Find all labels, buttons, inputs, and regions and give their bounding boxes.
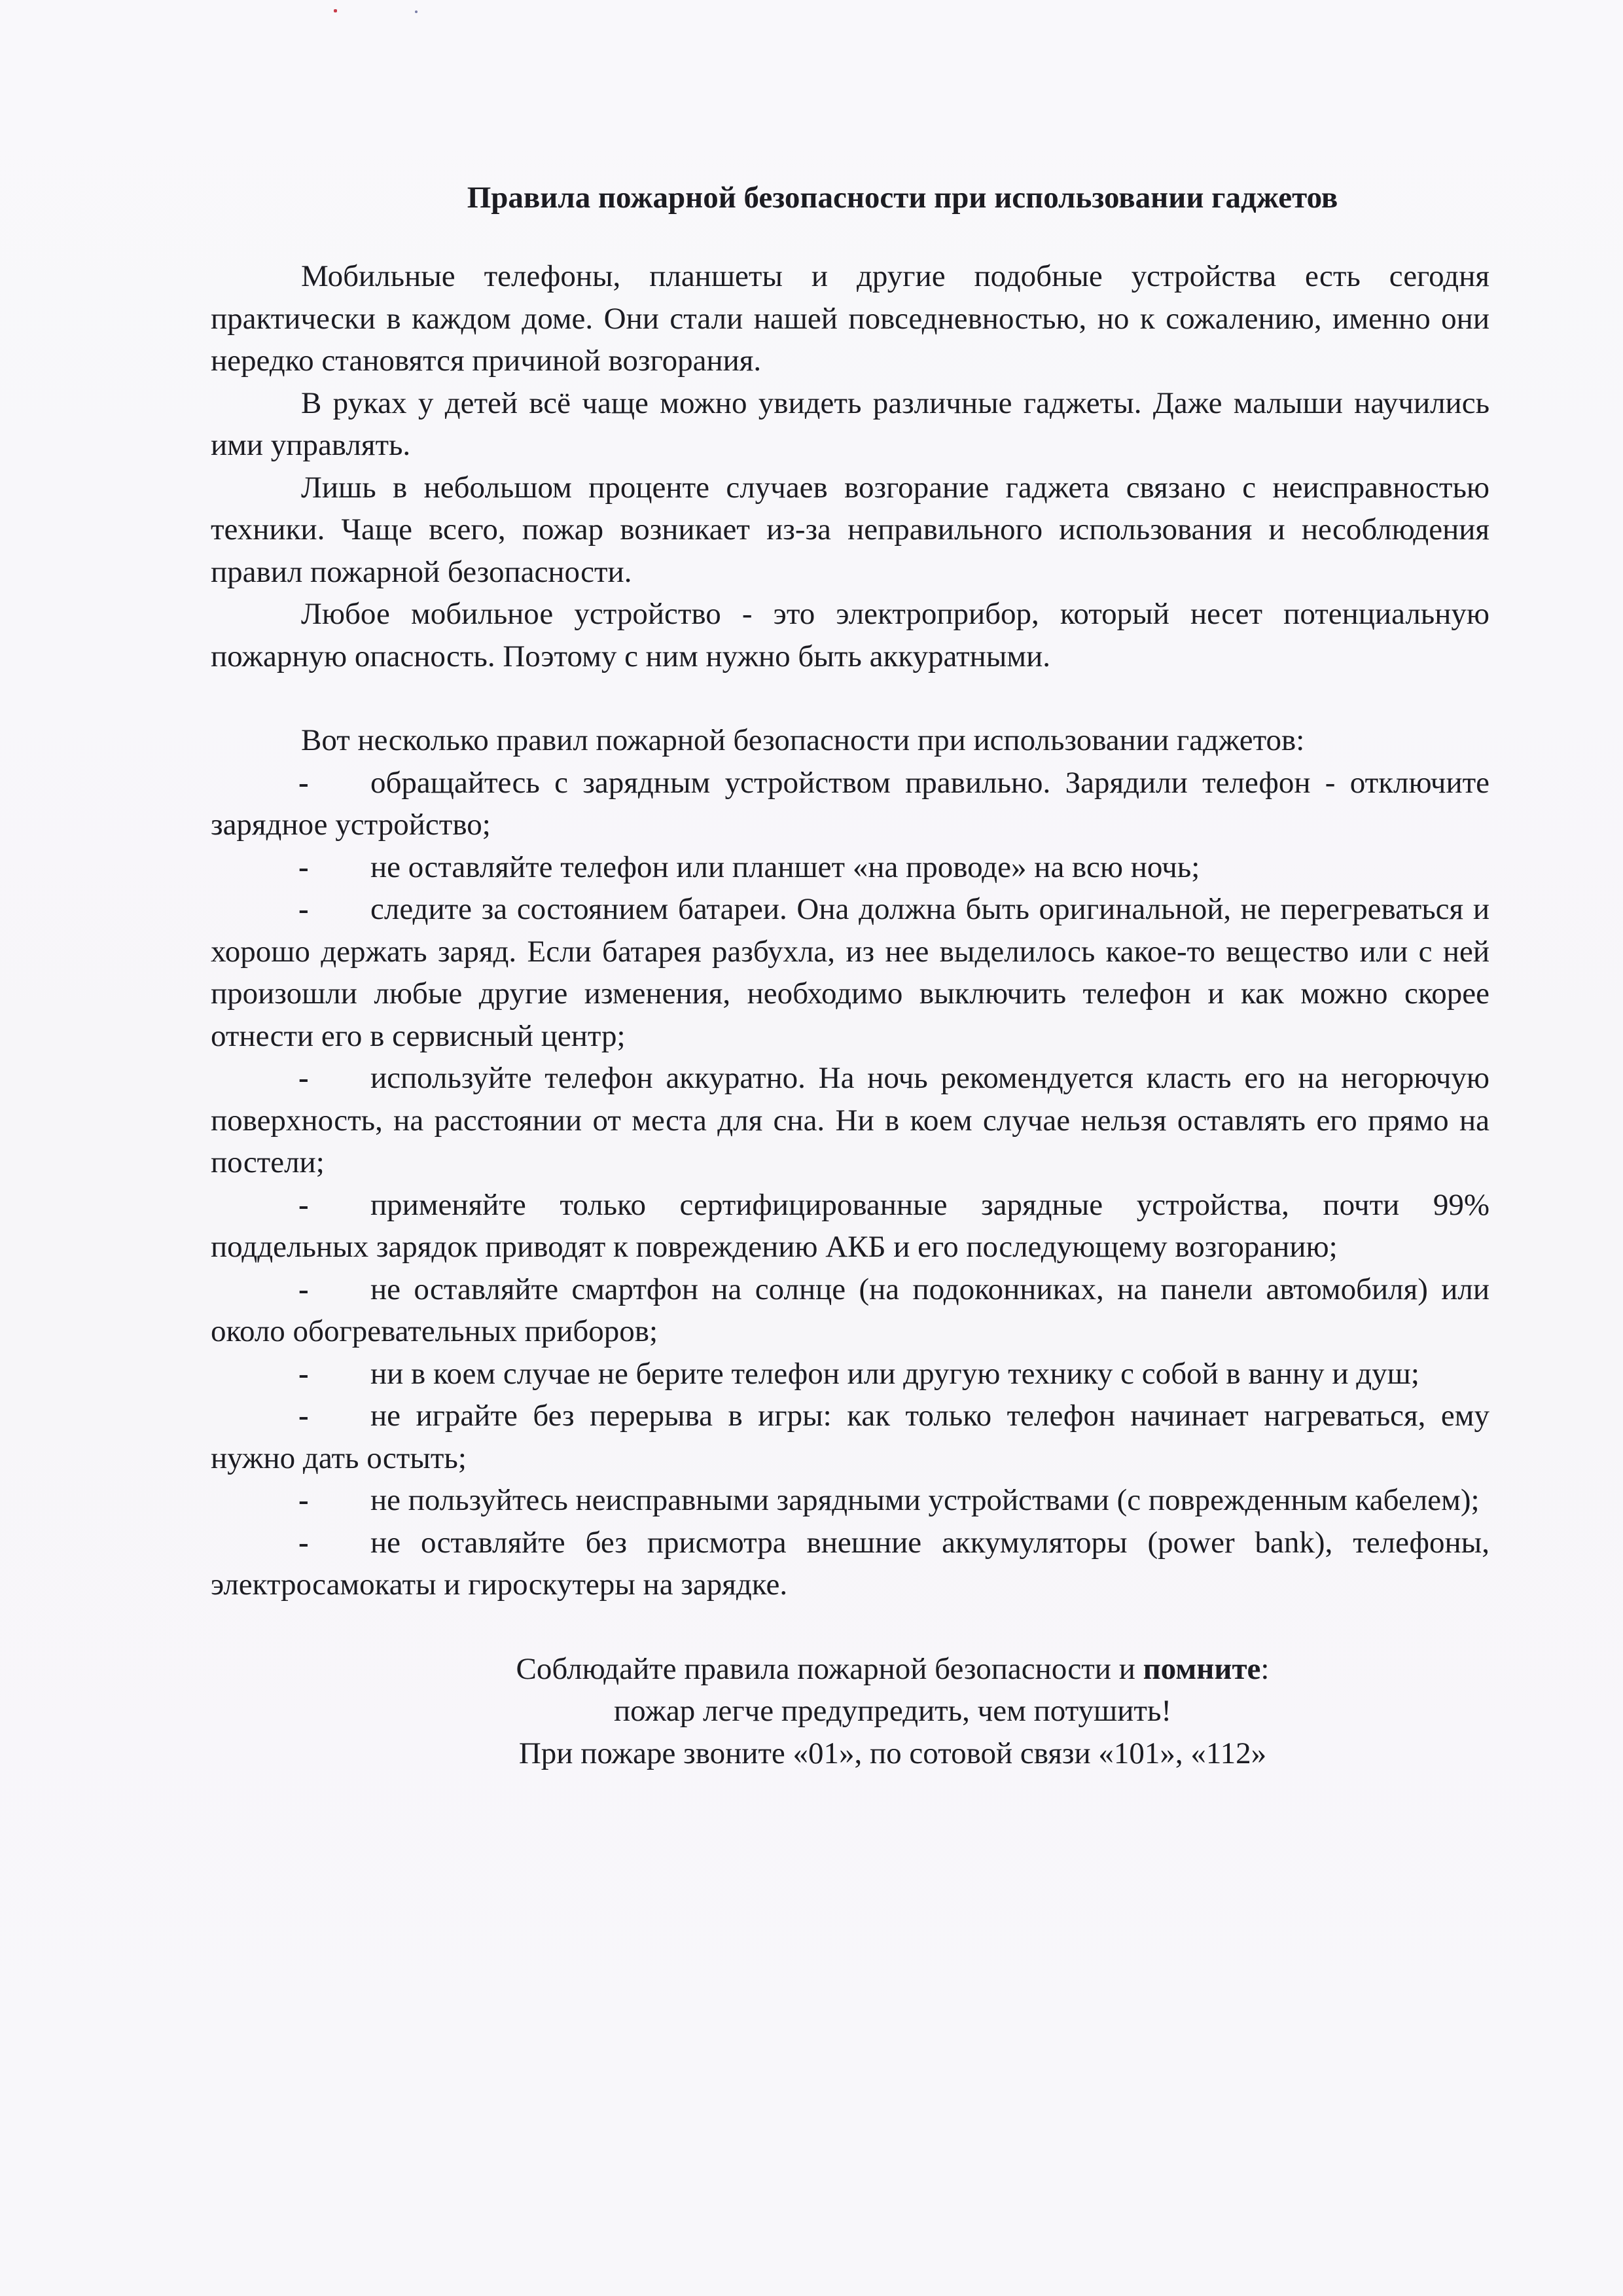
rule-item bbox=[211, 762, 1489, 846]
rule-text: не оставляйте без присмотра внешние аккумуляторы (power bank), телефоны, электросамокаты и гироскутеры на зарядке. bbox=[211, 1525, 1489, 1602]
rule-item bbox=[211, 1184, 1489, 1268]
rule-text: обращайтесь с зарядным устройством правильно. Зарядили телефон - отключите зарядное устройство; bbox=[211, 765, 1489, 842]
closing-text: : bbox=[1260, 1651, 1270, 1686]
bullet-dash: - bbox=[298, 1483, 309, 1517]
intro-paragraph: Лишь в небольшом проценте случаев возгорание гаджета связано с неисправностью техники. Чаще всего, пожар возникает из-за неправильного использования и несоблюдения правил пожарной безопасности. bbox=[211, 470, 1489, 589]
closing-line-2: пожар легче предупредить, чем потушить! bbox=[613, 1694, 1172, 1728]
section-gap bbox=[211, 677, 1489, 719]
document-title: Правила пожарной безопасности при использовании гаджетов bbox=[467, 181, 1338, 215]
rule-item bbox=[211, 1268, 1489, 1353]
rule-text: ни в коем случае не берите телефон или другую технику с собой в ванну и душ; bbox=[370, 1356, 1419, 1391]
intro-paragraph: В руках у детей всё чаще можно увидеть различные гаджеты. Даже малыши научились ими управлять. bbox=[211, 386, 1489, 462]
closing-line-3: При пожаре звоните «01», по сотовой связи «101», «112» bbox=[518, 1736, 1267, 1770]
rule-item bbox=[211, 1479, 1489, 1522]
intro-paragraph: Мобильные телефоны, планшеты и другие подобные устройства есть сегодня практически в каждом доме. Они стали нашей повседневностью, но к сожалению, именно они нередко становятся причиной возгорания. bbox=[211, 259, 1489, 378]
rules-intro: Вот несколько правил пожарной безопасности при использовании гаджетов: bbox=[301, 723, 1305, 757]
bullet-dash: - bbox=[298, 1356, 309, 1391]
rule-item bbox=[211, 1353, 1489, 1395]
rule-item bbox=[211, 846, 1489, 889]
rule-text: следите за состоянием батареи. Она должна быть оригинальной, не перегреваться и хорошо держать заряд. Если батарея разбухла, из нее выделилось какое-то вещество или с ней произошли любые другие изменения, необходимо выключить телефон и как можно скорее отнести его в сервисный центр; bbox=[211, 892, 1489, 1053]
rule-item bbox=[211, 1057, 1489, 1184]
document-body bbox=[211, 177, 1489, 1774]
scan-artifact-mark bbox=[415, 10, 418, 13]
bullet-dash: - bbox=[298, 1399, 309, 1433]
bullet-dash: - bbox=[298, 1061, 309, 1095]
bullet-dash: - bbox=[298, 1272, 309, 1306]
rule-item bbox=[211, 888, 1489, 1057]
rule-text: применяйте только сертифицированные зарядные устройства, почти 99% поддельных зарядок приводят к повреждению АКБ и его последующему возгоранию; bbox=[211, 1187, 1489, 1264]
intro-paragraph: Любое мобильное устройство - это электроприбор, который несет потенциальную пожарную опасность. Поэтому с ним нужно быть аккуратными. bbox=[211, 597, 1489, 673]
closing-text: Соблюдайте правила пожарной безопасности и bbox=[516, 1651, 1143, 1686]
bullet-dash: - bbox=[298, 892, 309, 926]
bullet-dash: - bbox=[298, 1525, 309, 1560]
rule-item bbox=[211, 1395, 1489, 1479]
bullet-dash: - bbox=[298, 850, 309, 884]
closing-line-1 bbox=[296, 1648, 1489, 1691]
rules-list bbox=[211, 762, 1489, 1606]
rule-item bbox=[211, 1522, 1489, 1606]
scan-artifact-mark bbox=[334, 9, 337, 12]
rule-text: используйте телефон аккуратно. На ночь рекомендуется класть его на негорючую поверхность, на расстоянии от места для сна. Ни в коем случае нельзя оставлять его прямо на постели; bbox=[211, 1061, 1489, 1179]
rule-text: не играйте без перерыва в игры: как только телефон начинает нагреваться, ему нужно дать остыть; bbox=[211, 1399, 1489, 1475]
closing-block bbox=[211, 1648, 1489, 1775]
rule-text: не оставляйте смартфон на солнце (на подоконниках, на панели автомобиля) или около обогревательных приборов; bbox=[211, 1272, 1489, 1348]
rule-text: не пользуйтесь неисправными зарядными устройствами (с поврежденным кабелем); bbox=[370, 1483, 1480, 1517]
bullet-dash: - bbox=[298, 765, 309, 800]
rule-text: не оставляйте телефон или планшет «на проводе» на всю ночь; bbox=[370, 850, 1200, 884]
closing-emphasis: помните bbox=[1143, 1651, 1261, 1686]
bullet-dash: - bbox=[298, 1187, 309, 1222]
